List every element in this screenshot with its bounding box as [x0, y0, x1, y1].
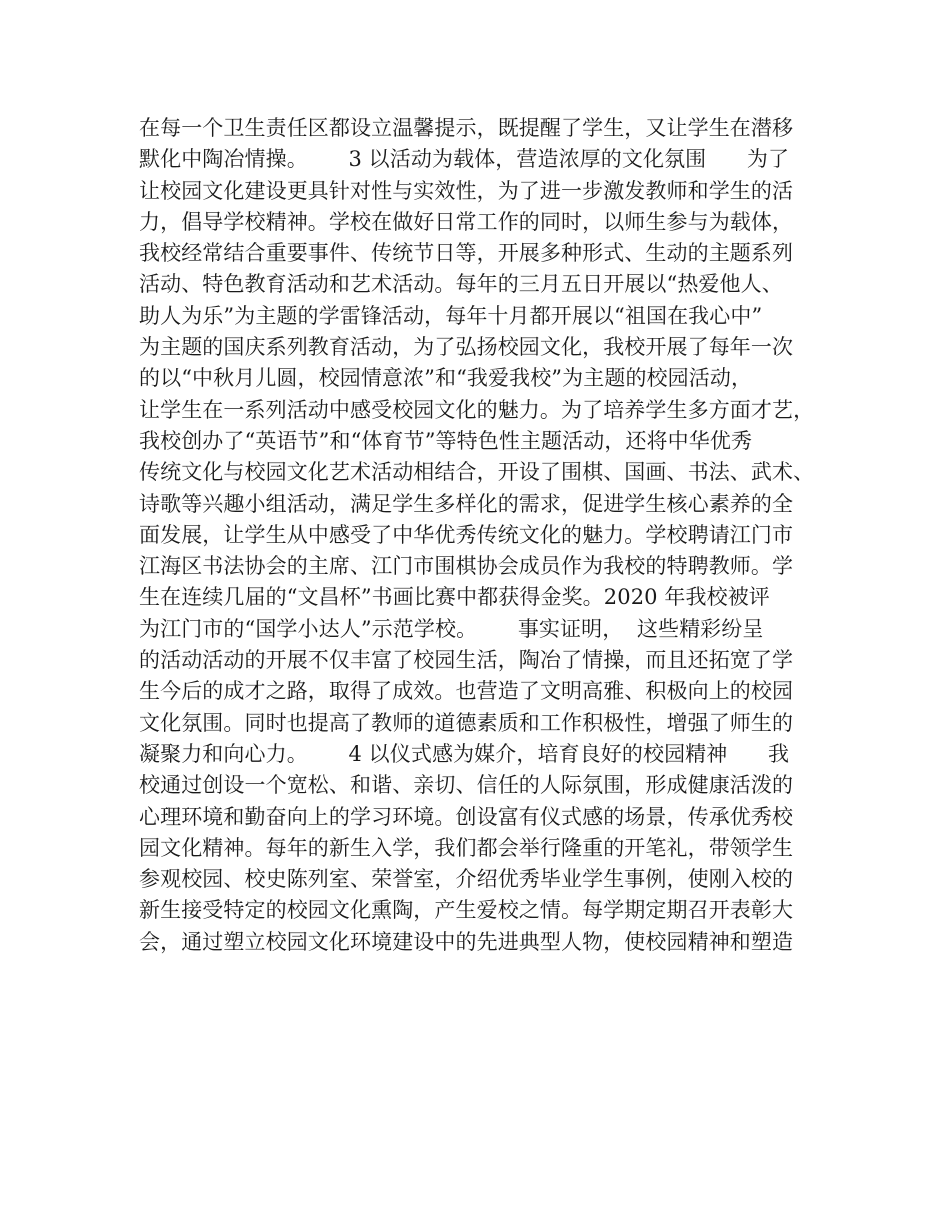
text-line: 为主题的国庆系列教育活动，为了弘扬校园文化，我校开展了每年一次	[139, 335, 794, 360]
text-line: 默化中陶冶情操。 3 以活动为载体，营造浓厚的文化氛围 为了	[139, 147, 790, 172]
text-line: 新生接受特定的校园文化熏陶，产生爱校之情。每学期定期召开表彰大	[139, 898, 794, 923]
text-line: 让校园文化建设更具针对性与实效性，为了进一步激发教师和学生的活	[139, 178, 794, 203]
text-line: 凝聚力和向心力。 4 以仪式感为媒介，培育良好的校园精神 我	[139, 741, 790, 766]
text-line: 江海区书法协会的主席、江门市围棋协会成员作为我校的特聘教师。学	[139, 554, 794, 579]
text-line: 我校创办了“英语节”和“体育节”等特色性主题活动，还将中华优秀	[139, 428, 753, 453]
text-line: 校通过创设一个宽松、和谐、亲切、信任的人际氛围，形成健康活泼的	[139, 773, 794, 798]
text-line: 生在连续几届的“文昌杯”书画比赛中都获得金奖。2020 年我校被评	[139, 585, 770, 610]
text-line: 为江门市的“国学小达人”示范学校。 事实证明， 这些精彩纷呈	[139, 616, 764, 641]
text-line: 园文化精神。每年的新生入学，我们都会举行隆重的开笔礼，带领学生	[139, 835, 794, 860]
text-line: 让学生在一系列活动中感受校园文化的魅力。为了培养学生多方面才艺，	[139, 397, 815, 422]
text-line: 传统文化与校园文化艺术活动相结合，开设了围棋、国画、书法、武术、	[139, 460, 815, 485]
text-line: 诗歌等兴趣小组活动，满足学生多样化的需求，促进学生核心素养的全	[139, 491, 794, 516]
text-line: 心理环境和勤奋向上的学习环境。创设富有仪式感的场景，传承优秀校	[139, 804, 794, 829]
text-line: 助人为乐”为主题的学雷锋活动，每年十月都开展以“祖国在我心中”	[139, 303, 763, 328]
text-line: 参观校园、校史陈列室、荣誉室，介绍优秀毕业学生事例，使刚入校的	[139, 867, 794, 892]
body-text	[139, 113, 829, 958]
text-line: 生今后的成才之路，取得了成效。也营造了文明高雅、积极向上的校园	[139, 679, 794, 704]
text-line: 活动、特色教育活动和艺术活动。每年的三月五日开展以“热爱他人、	[139, 272, 783, 297]
text-line: 的以“中秋月儿圆，校园情意浓”和“我爱我校”为主题的校园活动，	[139, 366, 753, 391]
text-line: 我校经常结合重要事件、传统节日等，开展多种形式、生动的主题系列	[139, 241, 794, 266]
text-line: 文化氛围。同时也提高了教师的道德素质和工作积极性，增强了师生的	[139, 710, 794, 735]
text-line: 力，倡导学校精神。学校在做好日常工作的同时，以师生参与为载体，	[139, 209, 794, 234]
text-line: 的活动活动的开展不仅丰富了校园生活，陶冶了情操，而且还拓宽了学	[139, 648, 794, 673]
text-line: 面发展，让学生从中感受了中华优秀传统文化的魅力。学校聘请江门市	[139, 522, 794, 547]
text-line: 在每一个卫生责任区都设立温馨提示，既提醒了学生，又让学生在潜移	[139, 116, 794, 140]
text-line: 会，通过塑立校园文化环境建设中的先进典型人物，使校园精神和塑造	[139, 929, 794, 954]
